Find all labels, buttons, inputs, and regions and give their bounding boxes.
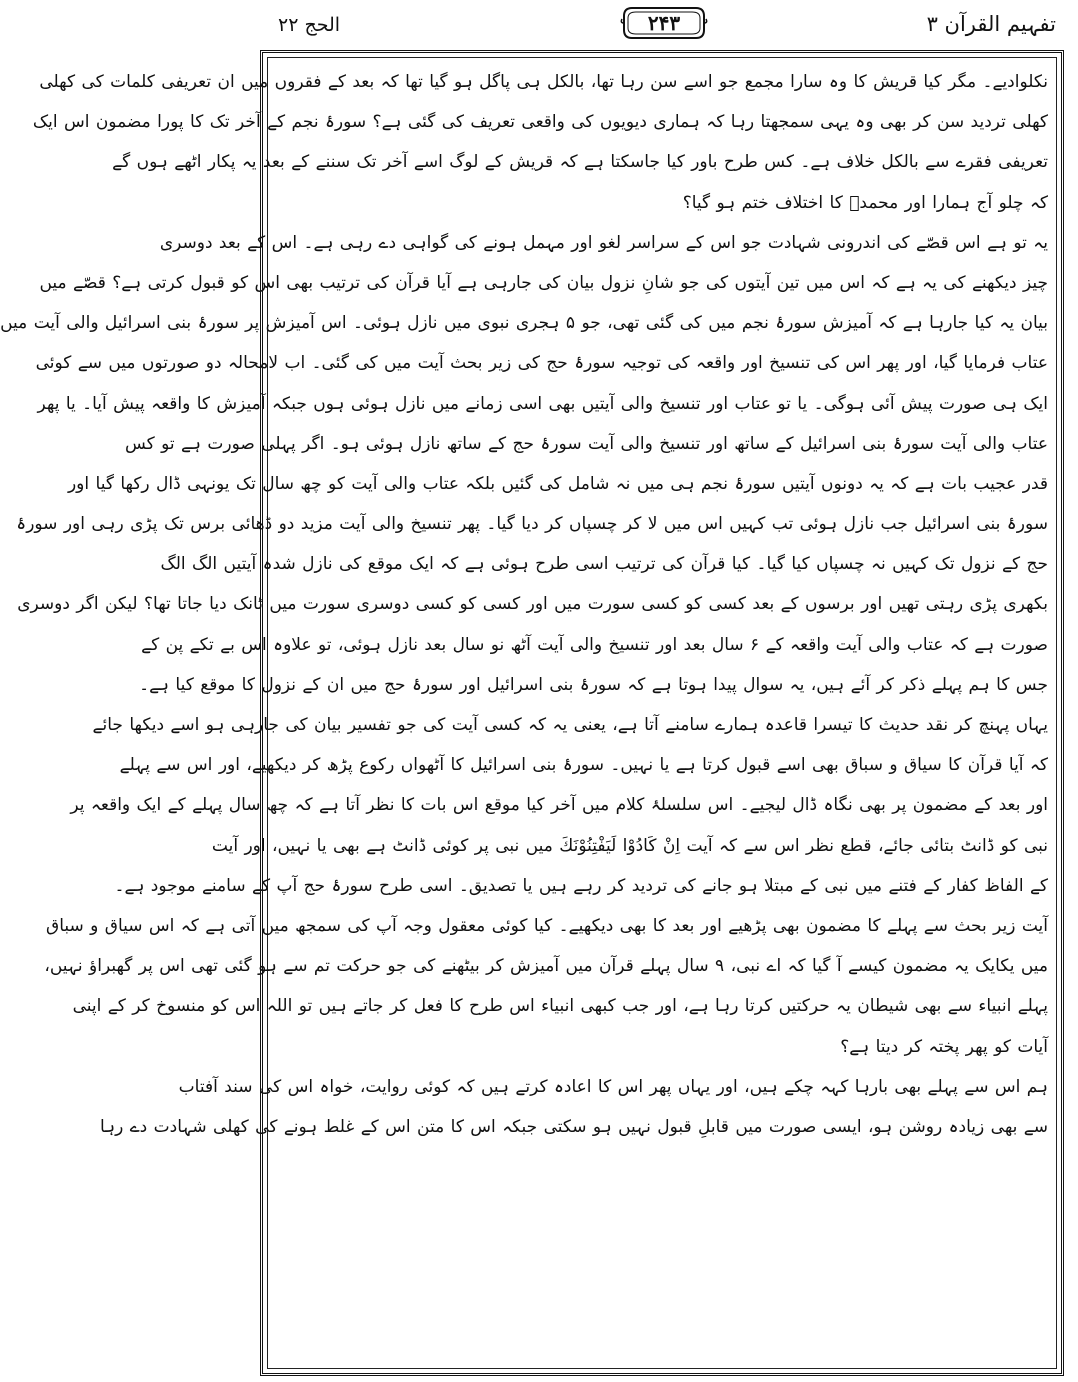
text-line: ایک ہی صورت پیش آئی ہوگی۔ یا تو عتاب اور تنسیخ والی آیتیں بھی اسی زمانے میں نازل ہوئی ہوں جبکہ آمیزش کا واقعہ پیش آیا۔ یا پھر <box>37 393 1048 414</box>
text-line: یہ تو ہے اس قصّے کی اندرونی شہادت جو اس کے سراسر لغو اور مہمل ہونے کی گواہی دے رہی ہے۔ اس کے بعد دوسری <box>159 232 1048 253</box>
page-number-badge <box>622 4 706 42</box>
text-line: چیز دیکھنے کی یہ ہے کہ اس میں تین آیتوں کی جو شانِ نزول بیان کی جارہی ہے آیا قرآن کی ترتیب بھی اس کو قبول کرتی ہے؟ قصّے میں <box>39 272 1048 293</box>
text-line: عتاب فرمایا گیا، اور پھر اس کی تنسیخ اور واقعہ کی توجیہ سورۂ حج کی زیر بحث آیت میں کی گئی۔ اب لامحالہ دو صورتوں میں سے کوئی <box>35 353 1048 374</box>
text-line: قدر عجیب بات ہے کہ یہ دونوں آیتیں سورۂ نجم ہی میں نہ شامل کی گئیں بلکہ عتاب والی آیت کو چھ سال تک یونہی ڈال رکھا گیا اور <box>67 473 1048 494</box>
text-line: کھلی تردید سن کر بھی وہ یہی سمجھتا رہا کہ ہماری دیویوں کی واقعی تعریف کی گئی ہے؟ سورۂ نجم کے آخر تک کا پورا مضمون اس ایک <box>32 112 1048 133</box>
text-line: حج کے نزول تک کہیں نہ چسپاں کیا گیا۔ کیا قرآن کی ترتیب اسی طرح ہوئی ہے کہ ایک موقع کی نازل شدہ آیتیں الگ الگ <box>160 554 1048 575</box>
text-line: بکھری پڑی رہتی تھیں اور برسوں کے بعد کسی کو کسی سورت میں اور کسی کو کسی دوسری سورت میں ٹانک دیا جاتا تھا؟ لیکن اگر دوسری <box>17 594 1048 615</box>
text-line: جس کا ہم پہلے ذکر کر آئے ہیں، یہ سوال پیدا ہوتا ہے کہ سورۂ بنی اسرائیل اور سورۂ حج میں ان کے نزول کا موقع کیا ہے۔ <box>139 674 1048 695</box>
text-line: سورۂ بنی اسرائیل جب نازل ہوئی تب کہیں اس میں لا کر چسپاں کر دیا گیا۔ پھر تنسیخ والی آیت مزید دو ڈھائی برس تک پڑی رہی اور سورۂ <box>16 514 1048 535</box>
text-line: یہاں پہنچ کر نقد حدیث کا تیسرا قاعدہ ہمارے سامنے آتا ہے، یعنی یہ کہ کسی آیت کی جو تفسیر بیان کی جارہی ہو اسے دیکھا جائے <box>92 715 1048 735</box>
text-line: نکلوادیے۔ مگر کیا قریش کا وہ سارا مجمع جو اسے سن رہا تھا، بالکل ہی پاگل ہو گیا تھا کہ بعد کے فقروں میں ان تعریفی کلمات کی کھلی <box>39 72 1048 92</box>
text-line: پہلے انبیاء سے بھی شیطان یہ حرکتیں کرتا رہا ہے، اور جب کبھی انبیاء اس طرح کا فعل کر جاتے ہیں تو اللہ اس کو منسوخ کر کے اپنی <box>72 996 1048 1017</box>
text-line: سے بھی زیادہ روشن ہو، ایسی صورت میں قابلِ قبول نہیں ہو سکتی جبکہ اس کا متن اس کے غلط ہونے کی کھلی شہادت دے رہا <box>99 1116 1048 1137</box>
body-text <box>0 62 1048 1147</box>
text-line: میں یکایک یہ مضمون کیسے آ گیا کہ اے نبی، ۹ سال پہلے قرآن میں آمیزش کر بیٹھنے کی جو حرکت تم سے ہو گئی تھی اس پر گھبراؤ نہیں، <box>44 956 1048 977</box>
page-header <box>250 0 1078 52</box>
text-line: کہ آیا قرآن کا سیاق و سباق بھی اسے قبول کرتا ہے یا نہیں۔ سورۂ بنی اسرائیل کا آٹھواں رکوع پڑھ کر دیکھیے، اور اس سے پہلے <box>119 755 1048 776</box>
text-line: کہ چلو آج ہمارا اور محمدؐ کا اختلاف ختم ہو گیا؟ <box>682 192 1048 213</box>
page-number: ۲۴۳ <box>647 11 681 35</box>
surah-reference: الحج ۲۲ <box>278 14 341 36</box>
text-line: آیت زیر بحث سے پہلے کا مضمون بھی پڑھیے اور بعد کا بھی دیکھیے۔ کیا کوئی معقول وجہ آپ کی سمجھ میں آتی ہے کہ اس سیاق و سباق <box>46 915 1048 936</box>
text-line: صورت ہے کہ عتاب والی آیت واقعہ کے ۶ سال بعد اور تنسیخ والی آیت آٹھ نو سال بعد نازل ہوئی، تو علاوہ اس بے تکے پن کے <box>141 634 1048 655</box>
text-line: اور بعد کے مضمون پر بھی نگاہ ڈال لیجیے۔ اس سلسلۂ کلام میں آخر کیا موقع اس بات کا نظر آتا ہے کہ چھ سال پہلے کے ایک واقعہ پر <box>70 795 1048 816</box>
text-line: بیان یہ کیا جارہا ہے کہ آمیزش سورۂ نجم میں کی گئی تھی، جو ۵ ہجری نبوی میں نازل ہوئی۔ اس آمیزش پر سورۂ بنی اسرائیل والی آیت میں <box>0 313 1048 334</box>
text-line: آیات کو پھر پختہ کر دیتا ہے؟ <box>840 1036 1048 1057</box>
text-line: تعریفی فقرے سے بالکل خلاف ہے۔ کس طرح باور کیا جاسکتا ہے کہ قریش کے لوگ اسے آخر تک سننے کے بعد یہ پکار اٹھے ہوں گے <box>112 152 1048 173</box>
book-title: تفہیم القرآن ۳ <box>926 12 1056 36</box>
text-line: عتاب والی آیت سورۂ بنی اسرائیل کے ساتھ اور تنسیخ والی آیت سورۂ حج کے ساتھ نازل ہوئی ہو۔ اگر پہلی صورت ہے تو کس <box>124 433 1048 454</box>
text-line: کے الفاظ کفار کے فتنے میں نبی کے مبتلا ہو جانے کی تردید کر رہے ہیں یا تصدیق۔ اسی طرح سورۂ حج آپ کے سامنے موجود ہے۔ <box>114 875 1048 896</box>
text-line: نبی کو ڈانٹ بتائی جائے، قطع نظر اس سے کہ آیت اِنْ كَادُوْا لَيَفْتِنُوْنَكَ میں نبی پر کوئی ڈانٹ ہے بھی یا نہیں، اور آیت <box>211 835 1048 856</box>
text-line: ہم اس سے پہلے بھی بارہا کہہ چکے ہیں، اور یہاں پھر اس کا اعادہ کرتے ہیں کہ کوئی روایت، خواہ اس کی سند آفتاب <box>178 1076 1048 1097</box>
